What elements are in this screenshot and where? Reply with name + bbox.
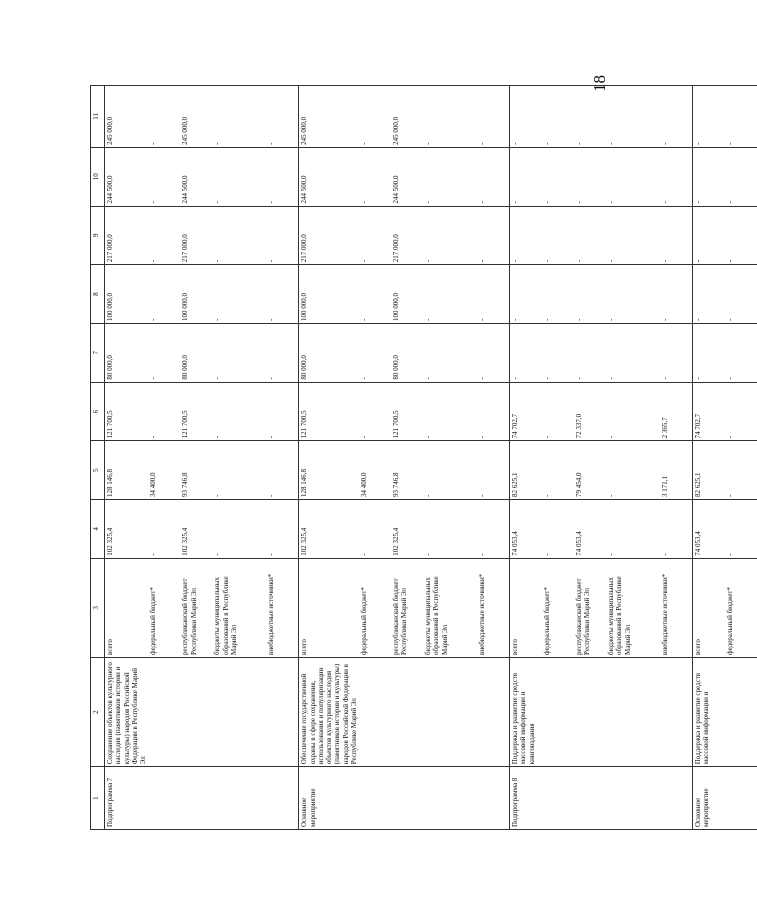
table-row [105,86,149,830]
funding-source-cell: внебюджетные источники* [266,558,299,657]
table-row [266,86,299,830]
row-title-cell [212,657,266,766]
row-title-cell [574,657,606,766]
value-cell: - [359,382,391,441]
value-cell: 93 746,8 [391,441,423,500]
table-row [574,86,606,830]
value-cell: 217 000,0 [105,206,149,265]
value-cell: - [693,147,726,206]
row-title-cell [266,657,299,766]
table-body [105,86,757,830]
value-cell: - [359,265,391,324]
value-cell: - [212,441,266,500]
funding-source-cell: бюджеты муниципальных образований в Республике Марий Эл [606,558,660,657]
value-cell: - [660,323,693,382]
value-cell: 244 500,0 [180,147,212,206]
value-cell: - [725,206,757,265]
value-cell: 3 171,1 [660,441,693,500]
value-cell: - [510,323,543,382]
value-cell: - [212,382,266,441]
value-cell: 245 000,0 [299,86,359,148]
table-row [542,86,574,830]
header-cell: 4 [91,500,105,559]
value-cell: 217 000,0 [299,206,359,265]
funding-source-cell: всего [693,558,726,657]
value-cell: - [542,86,574,148]
value-cell: 100 000,0 [105,265,149,324]
value-cell: - [212,323,266,382]
value-cell: - [574,147,606,206]
value-cell: - [542,441,574,500]
funding-source-cell: всего [105,558,149,657]
table-row [423,86,477,830]
value-cell: - [266,147,299,206]
value-cell: - [423,265,477,324]
value-cell: - [266,382,299,441]
value-cell: - [148,265,180,324]
value-cell: - [542,147,574,206]
funding-source-cell: всего [510,558,543,657]
row-type-cell [606,767,660,830]
funding-source-cell: бюджеты муниципальных образований в Республике Марий Эл [212,558,266,657]
value-cell: - [359,86,391,148]
value-cell: 128 146,8 [299,441,359,500]
header-row [91,86,105,830]
value-cell: 72 337,0 [574,382,606,441]
funding-source-cell: всего [299,558,359,657]
value-cell: - [725,86,757,148]
value-cell: 244 500,0 [299,147,359,206]
value-cell: - [423,441,477,500]
row-type-cell [725,767,757,830]
value-cell: - [660,500,693,559]
value-cell: - [606,382,660,441]
value-cell: - [606,86,660,148]
value-cell: 121 700,5 [299,382,359,441]
value-cell: - [725,147,757,206]
value-cell: - [725,500,757,559]
row-type-cell [148,767,180,830]
value-cell: - [693,206,726,265]
value-cell: - [212,86,266,148]
value-cell: - [510,86,543,148]
table-row [477,86,510,830]
funding-source-cell: республиканский бюджет Республики Марий Эл [180,558,212,657]
value-cell: - [423,86,477,148]
table-row [510,86,543,830]
value-cell: - [510,147,543,206]
value-cell: 80 000,0 [180,323,212,382]
value-cell: 82 625,1 [693,441,726,500]
row-title-cell [660,657,693,766]
row-type-cell [359,767,391,830]
value-cell: - [148,500,180,559]
value-cell: 93 746,8 [180,441,212,500]
value-cell: - [542,382,574,441]
value-cell: - [477,86,510,148]
value-cell: 80 000,0 [105,323,149,382]
value-cell: - [359,323,391,382]
value-cell: 82 625,1 [510,441,543,500]
row-title-cell [606,657,660,766]
funding-source-cell: республиканский бюджет Республики Марий Эл [574,558,606,657]
table-row [359,86,391,830]
value-cell: 244 500,0 [391,147,423,206]
table-row [212,86,266,830]
header-cell: 10 [91,147,105,206]
value-cell: - [606,206,660,265]
value-cell: - [477,323,510,382]
row-title-cell [477,657,510,766]
table-row [725,86,757,830]
value-cell: - [725,382,757,441]
value-cell: - [693,86,726,148]
value-cell: - [574,86,606,148]
value-cell: - [148,206,180,265]
value-cell: 245 000,0 [105,86,149,148]
value-cell: 79 454,0 [574,441,606,500]
header-cell: 2 [91,657,105,766]
row-type-cell [542,767,574,830]
value-cell: - [606,265,660,324]
value-cell: - [542,323,574,382]
value-cell: 121 700,5 [105,382,149,441]
value-cell: 74 702,7 [510,382,543,441]
page-number: 18 [590,75,609,92]
row-title-cell [423,657,477,766]
row-type-cell [477,767,510,830]
value-cell: - [212,500,266,559]
funding-table [90,85,757,830]
value-cell: 74 053,4 [574,500,606,559]
row-title-cell [391,657,423,766]
funding-source-cell: федеральный бюджет* [359,558,391,657]
value-cell: - [148,147,180,206]
value-cell: - [693,265,726,324]
value-cell: - [660,86,693,148]
value-cell: 34 400,0 [148,441,180,500]
value-cell: - [266,265,299,324]
value-cell: - [212,147,266,206]
value-cell: 74 053,4 [693,500,726,559]
header-cell: 8 [91,265,105,324]
value-cell: - [693,323,726,382]
funding-source-cell: внебюджетные источники* [477,558,510,657]
value-cell: - [477,265,510,324]
value-cell: - [359,206,391,265]
rotated-table-container [90,85,734,830]
row-type-cell: Основное мероприятие [693,767,726,830]
value-cell: - [574,265,606,324]
value-cell: 245 000,0 [391,86,423,148]
row-type-cell [266,767,299,830]
value-cell: 244 500,0 [105,147,149,206]
value-cell: 121 700,5 [180,382,212,441]
value-cell: 217 000,0 [391,206,423,265]
value-cell: - [423,323,477,382]
row-title-cell: Поддержка и развитие средств массовой информации и книгоиздания [510,657,543,766]
value-cell: - [542,206,574,265]
value-cell: - [660,147,693,206]
row-title-cell: Сохранение объектов культурного наследия (памятников истории и культуры) народов Российской Федерации в Республике Марий Эл [105,657,149,766]
row-title-cell: Обеспечение государственной охраны в сфере сохранения, использования и популяризации объектов культурного наследия (памятников истории и культуры) народов Российской Федерации в Республике Марий Эл [299,657,359,766]
value-cell: - [423,147,477,206]
value-cell: 245 000,0 [180,86,212,148]
table-row [180,86,212,830]
value-cell: - [477,382,510,441]
value-cell: 102 325,4 [105,500,149,559]
funding-source-cell: республиканский бюджет Республики Марий Эл [391,558,423,657]
row-type-cell [660,767,693,830]
funding-source-cell: внебюджетные источники* [660,558,693,657]
row-type-cell: Основное мероприятие [299,767,359,830]
header-cell: 3 [91,558,105,657]
value-cell: - [574,323,606,382]
value-cell: - [542,265,574,324]
value-cell: - [477,147,510,206]
value-cell: - [725,265,757,324]
value-cell: - [542,500,574,559]
value-cell: 74 053,4 [510,500,543,559]
value-cell: 100 000,0 [299,265,359,324]
value-cell: 217 000,0 [180,206,212,265]
value-cell: 102 325,4 [180,500,212,559]
row-title-cell [725,657,757,766]
table-row [660,86,693,830]
table-row [391,86,423,830]
value-cell: - [423,206,477,265]
table-row [148,86,180,830]
row-type-cell: Подпрограмма 8 [510,767,543,830]
value-cell: 80 000,0 [391,323,423,382]
value-cell: - [574,206,606,265]
value-cell: - [606,500,660,559]
value-cell: - [725,323,757,382]
value-cell: - [212,206,266,265]
value-cell: - [359,500,391,559]
funding-source-cell: федеральный бюджет* [542,558,574,657]
value-cell: - [423,382,477,441]
value-cell: - [212,265,266,324]
value-cell: - [148,382,180,441]
value-cell: - [266,441,299,500]
value-cell: 34 400,0 [359,441,391,500]
row-title-cell [359,657,391,766]
header-cell: 5 [91,441,105,500]
row-type-cell [574,767,606,830]
row-title-cell [180,657,212,766]
header-cell: 7 [91,323,105,382]
value-cell: - [477,206,510,265]
value-cell: - [423,500,477,559]
funding-source-cell: федеральный бюджет* [148,558,180,657]
header-cell: 11 [91,86,105,148]
row-title-cell [542,657,574,766]
value-cell: - [266,500,299,559]
value-cell: - [477,441,510,500]
row-title-cell: Поддержка и развитие средств массовой информации и [693,657,726,766]
table-row [693,86,726,830]
value-cell: - [606,441,660,500]
value-cell: 121 700,5 [391,382,423,441]
table-row [299,86,359,830]
value-cell: - [148,323,180,382]
value-cell: - [477,500,510,559]
value-cell: - [510,206,543,265]
value-cell: 128 146,8 [105,441,149,500]
value-cell: 100 000,0 [391,265,423,324]
value-cell: - [148,86,180,148]
value-cell: - [660,265,693,324]
row-type-cell [212,767,266,830]
table-row [606,86,660,830]
value-cell: - [660,206,693,265]
funding-source-cell: бюджеты муниципальных образований в Республике Марий Эл [423,558,477,657]
value-cell: - [606,147,660,206]
value-cell: - [266,86,299,148]
value-cell: 102 325,4 [391,500,423,559]
value-cell: 74 702,7 [693,382,726,441]
value-cell: - [359,147,391,206]
row-title-cell [148,657,180,766]
value-cell: - [266,323,299,382]
value-cell: 100 000,0 [180,265,212,324]
header-cell: 9 [91,206,105,265]
row-type-cell [423,767,477,830]
value-cell: 2 365,7 [660,382,693,441]
row-type-cell: Подпрограмма 7 [105,767,149,830]
row-type-cell [391,767,423,830]
row-type-cell [180,767,212,830]
value-cell: 102 325,4 [299,500,359,559]
value-cell: - [725,441,757,500]
funding-source-cell: федеральный бюджет* [725,558,757,657]
header-cell: 1 [91,767,105,830]
value-cell: 80 000,0 [299,323,359,382]
value-cell: - [510,265,543,324]
value-cell: - [606,323,660,382]
value-cell: - [266,206,299,265]
header-cell: 6 [91,382,105,441]
